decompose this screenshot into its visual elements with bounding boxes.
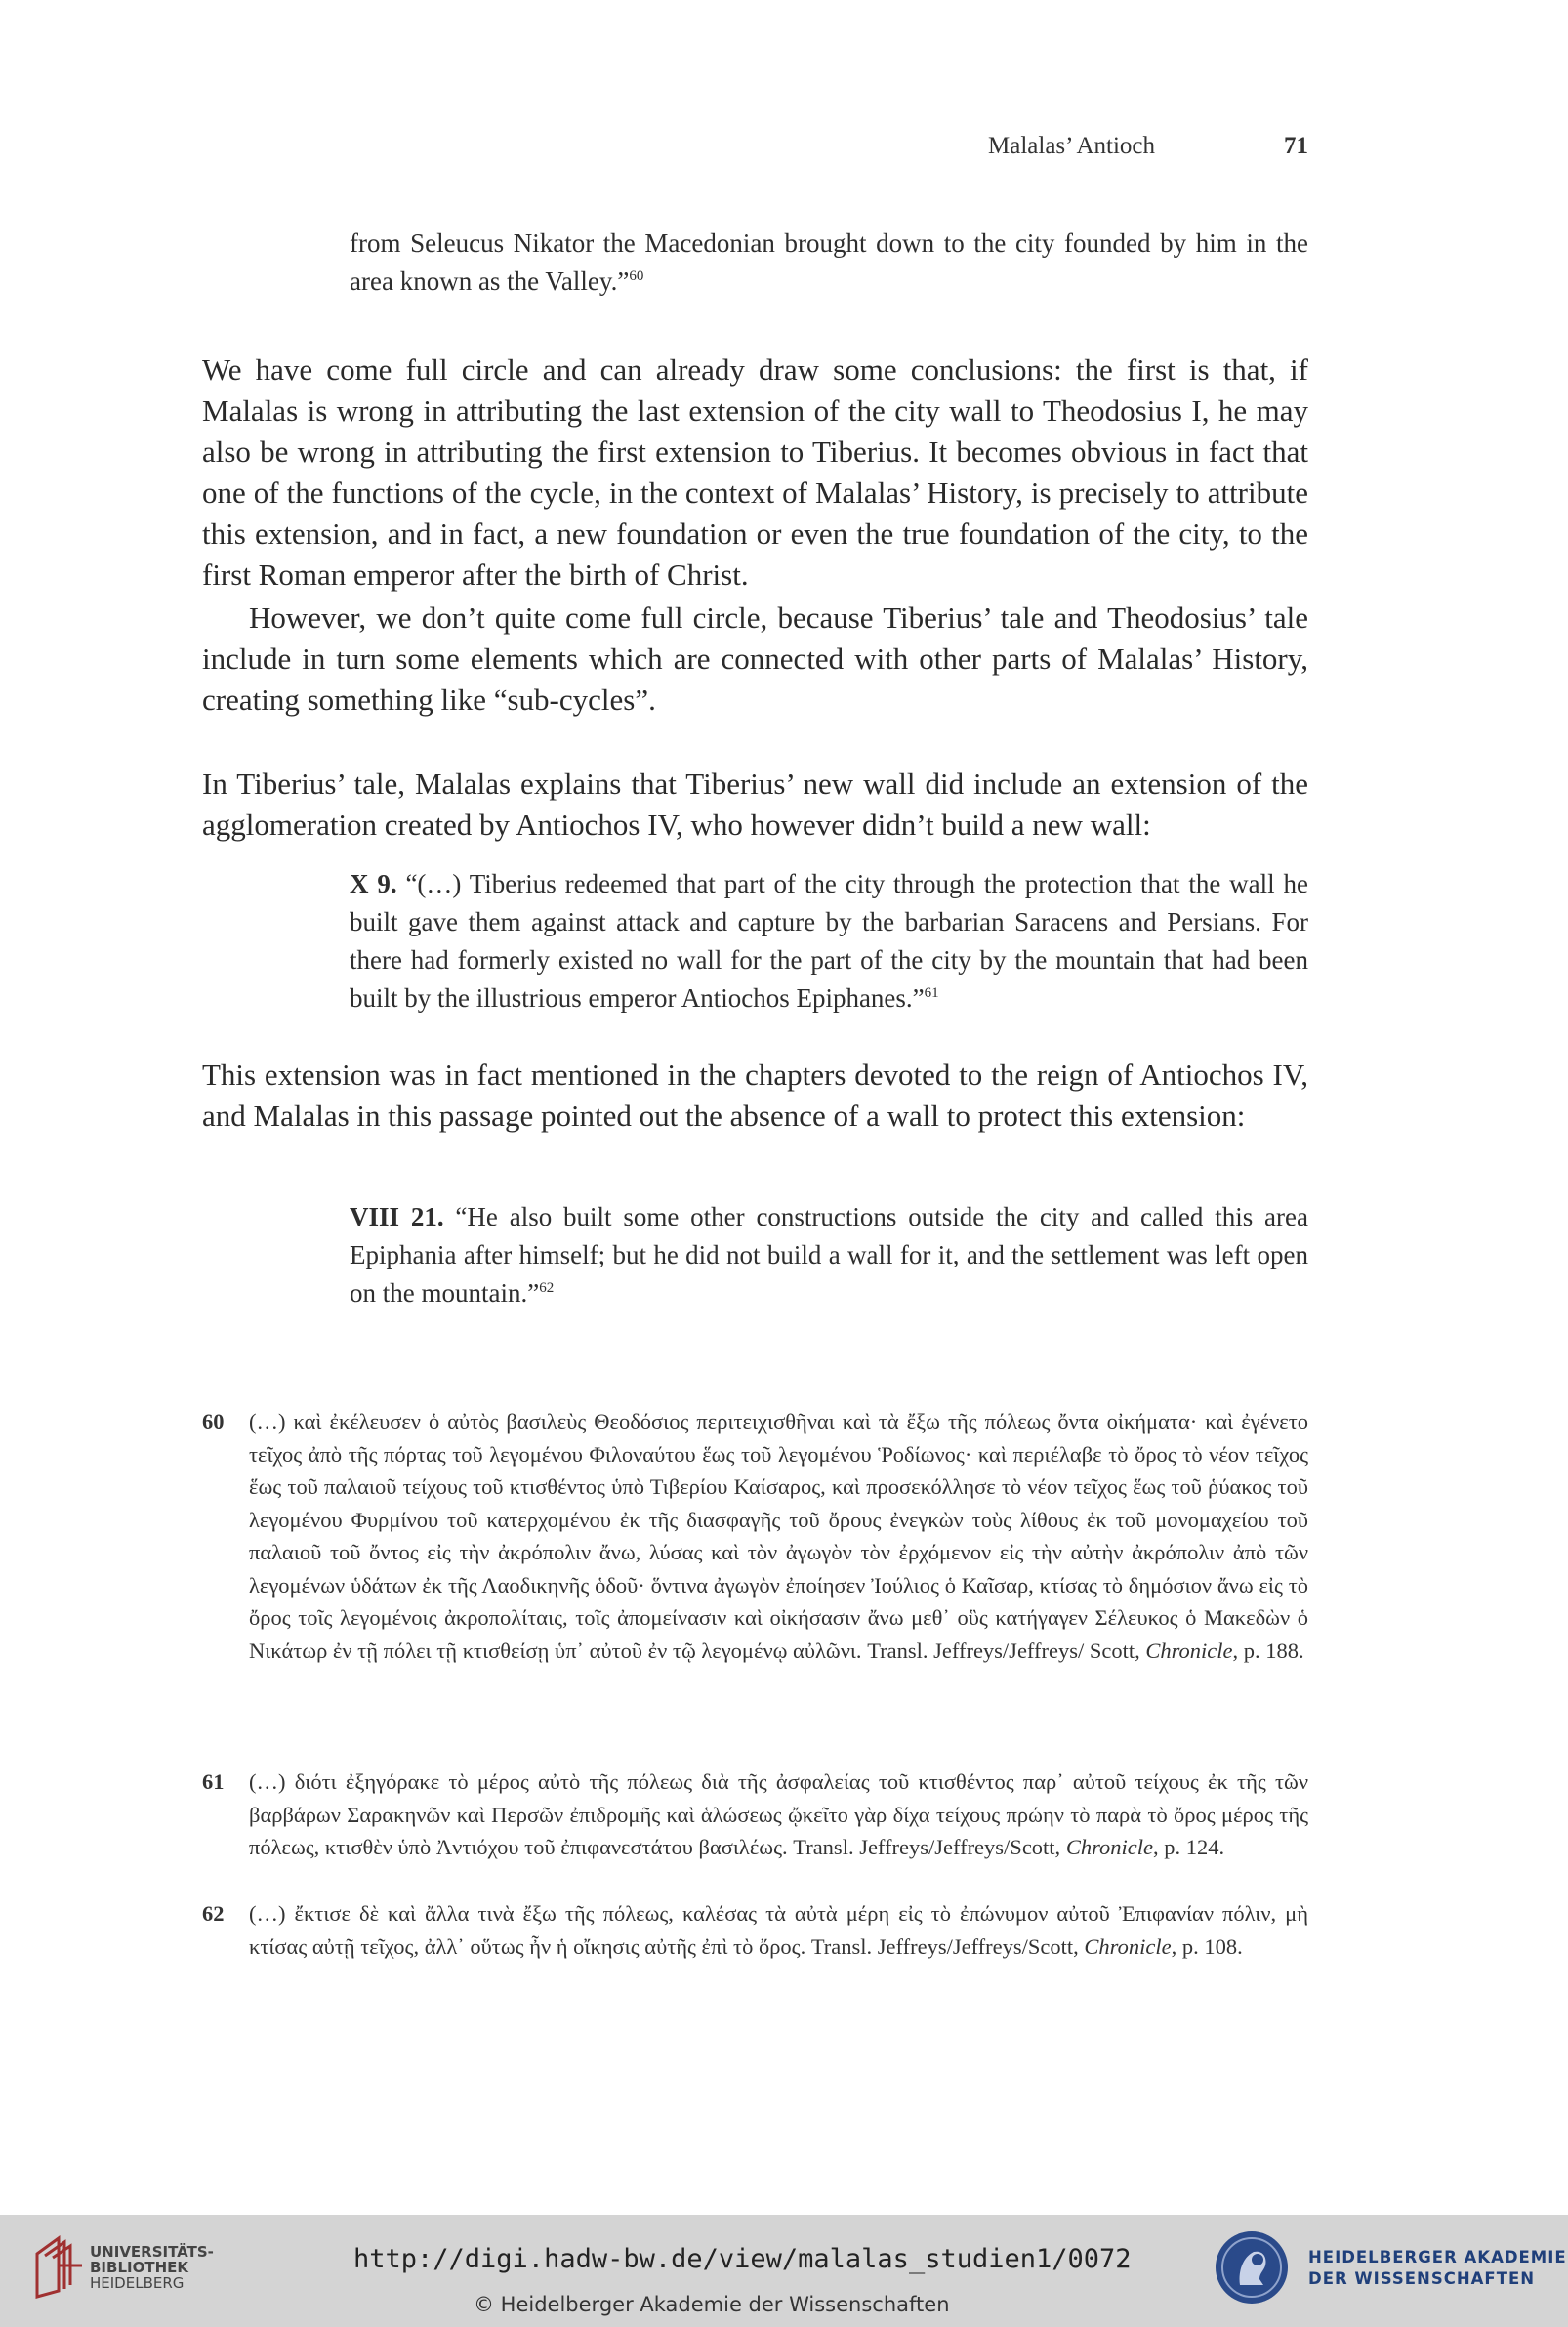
paragraph-tiberius-tale: In Tiberius’ tale, Malalas explains that Tiberius’ new wall did include an extension of the agglomeration created by Antiochos IV, who however didn’t build a new wall: [202,767,1308,842]
footnote-61-greek: (…) διότι ἐξηγόρακε τὸ μέρος αὐτὸ τῆς πόλεως διὰ τῆς ἀσφαλείας τοῦ κτισθέντος παρ᾽ αὐτοῦ τείχους ἐκ τῆς τῶν βαρβάρων Σαρακηνῶν καὶ Περσῶν ἐπιδρομῆς καὶ ἁλώσεως ᾤκεῖτο γὰρ δίχα τείχους πρώην τὸ παρὰ τὸ ὄρος μέρος τῆς πόλεως, κτισθὲν ὑπὸ Ἀντιόχου τοῦ ἐπιφανεστάτου βασιλέως. [249,1769,1308,1859]
running-head-title: Malalas’ Antioch [988,133,1156,159]
paragraph-sub-cycles: However, we don’t quite come full circle, because Tiberius’ tale and Theodosius’ tale include in turn some elements which are connected with other parts of Malalas’ History, creating something like “sub-cycles”. [202,601,1308,717]
footnote-62-greek: (…) ἔκτισε δὲ καὶ ἄλλα τινὰ ἔξω τῆς πόλεως, καλέσας τὰ αὐτὰ μέρη εἰς τὸ ἐπώνυμον αὐτοῦ Ἐπιφανίαν πόλιν, μὴ κτίσας αὐτῇ τεῖχος, ἀλλ᾽ οὕτως ἦν ἡ οἴκησις αὐτῆς ἐπὶ τὸ ὄρος. [249,1901,1308,1959]
quote-viii21-ref: VIII 21. [350,1202,444,1231]
footnote-62-translation: Transl. Jeffreys/Jeffreys/Scott, Chronicle, p. 108. [805,1933,1243,1959]
paragraph-conclusions: We have come full circle and can already draw some conclusions: the first is that, if Malalas is wrong in attributing the last extension of the city wall to Theodosius I, he may also be wrong in attributing the first extension to Tiberius. It becomes obvious in fact that one of the functions of the cycle, in the context of Malalas’ History, is precisely to attribute this extension, and in fact, a new foundation or even the true foundation of the city, to the first Roman emperor after the birth of Christ. [202,353,1308,592]
footnote-number-60: 60 [202,1409,225,1434]
copyright-notice: © Heidelberger Akademie der Wissenschaften [474,2293,950,2316]
footnote-62 [249,1897,1308,1963]
university-library-logo-icon[interactable] [31,2232,88,2301]
footnote-number-62: 62 [202,1901,225,1926]
university-library-name: UNIVERSITÄTS- BIBLIOTHEK HEIDELBERG [90,2243,214,2292]
academy-name: HEIDELBERGER AKADEMIE DER WISSENSCHAFTEN [1308,2248,1567,2288]
footnote-marker-61: 61 [924,985,939,1001]
footnote-60-translation: Transl. Jeffreys/Jeffreys/ Scott, Chronicle, p. 188. [861,1638,1304,1663]
footnote-61-translation: Transl. Jeffreys/Jeffreys/Scott, Chronicle, p. 124. [787,1835,1225,1859]
footnote-marker-62: 62 [539,1280,555,1296]
academy-seal-icon[interactable] [1213,2228,1291,2306]
quote-x9-text: “(…) Tiberius redeemed that part of the city through the protection that the wall he built gave them against attack and capture by the barbarian Saracens and Persians. For there had formerly existed no wall for the part of the city by the mountain that had been built by the illustrious emperor Antiochos Epiphanes.” [350,869,1308,1013]
running-head [976,133,1308,172]
footnote-61 [249,1766,1308,1864]
footnote-marker-60: 60 [629,269,644,284]
block-quote-x9 [350,865,1308,1018]
block-quote-top [350,225,1308,301]
block-quote-viii21 [350,1198,1308,1312]
quote-viii21-text: “He also built some other constructions outside the city and called this area Epiphania after himself; but he did not build a wall for it, and the settlement was left open on the mountain.” [350,1202,1308,1308]
footnote-number-61: 61 [202,1769,225,1794]
page-number: 71 [1284,133,1308,159]
quote-x9-ref: X 9. [350,869,397,898]
footnote-60 [249,1405,1308,1667]
url-link[interactable]: http://digi.hadw-bw.de/view/malalas_studien1/0072 [353,2244,1132,2274]
footnote-60-greek: (…) καὶ ἐκέλευσεν ὁ αὐτὸς βασιλεὺς Θεοδόσιος περιτειχισθῆναι καὶ τὰ ἔξω τῆς πόλεως ὄντα οἰκήματα· καὶ ἐγένετο τεῖχος ἀπὸ τῆς πόρτας τοῦ λεγομένου Φιλοναύτου ἕως τοῦ λεγομένου Ῥοδίωνος· καὶ περιέλαβε τὸ ὄρος τὸ νέον τεῖχος ἕως τοῦ παλαιοῦ τείχους τοῦ κτισθέντος ὑπὸ Τιβερίου Καίσαρος, καὶ προσεκόλλησε τὸ νέον τεῖχος ἕως τοῦ ῥύακος τοῦ λεγομένου Φυρμίνου τοῦ κατερχομένου ἐκ τῆς διασφαγῆς τοῦ ὄρους ἐνεγκὼν τοὺς λίθους ἐκ τοῦ μονομαχείου τοῦ παλαιοῦ τοῦ ὄντος εἰς τὴν ἀκρόπολιν ἄνω, λύσας καὶ τὸν ἀγωγὸν τὸν ἐρχόμενον εἰς τὴν αὐτὴν ἀκρόπολιν ἀπὸ τῶν λεγομένων ὑδάτων ἐκ τῆς Λαοδικηνῆς ὁδοῦ· ὅντινα ἀγωγὸν ἐποίησεν Ἰούλιος ὁ Καῖσαρ, κτίσας τὸ δημόσιον ἄνω εἰς τὸ ὄρος τοῖς λεγομένοις ἀκροπολίταις, τοῖς ἀπομείνασιν καὶ οἰκήσασιν ἄνω μεθ᾽ οὓς κατήγαγεν Σέλευκος ὁ Μακεδὼν ὁ Νικάτωρ ἐν τῇ πόλει τῇ κτισθείσῃ ὑπ᾽ αὐτοῦ ἐν τῷ λεγομένῳ αὐλῶνι. [249,1409,1308,1663]
quote-top-text: from Seleucus Nikator the Macedonian brought down to the city founded by him in the area known as the Valley.” [350,229,1308,296]
paragraph-extension: This extension was in fact mentioned in the chapters devoted to the reign of Antiochos IV, and Malalas in this passage pointed out the absence of a wall to protect this extension: [202,1058,1308,1133]
digitization-footer [0,2215,1568,2327]
